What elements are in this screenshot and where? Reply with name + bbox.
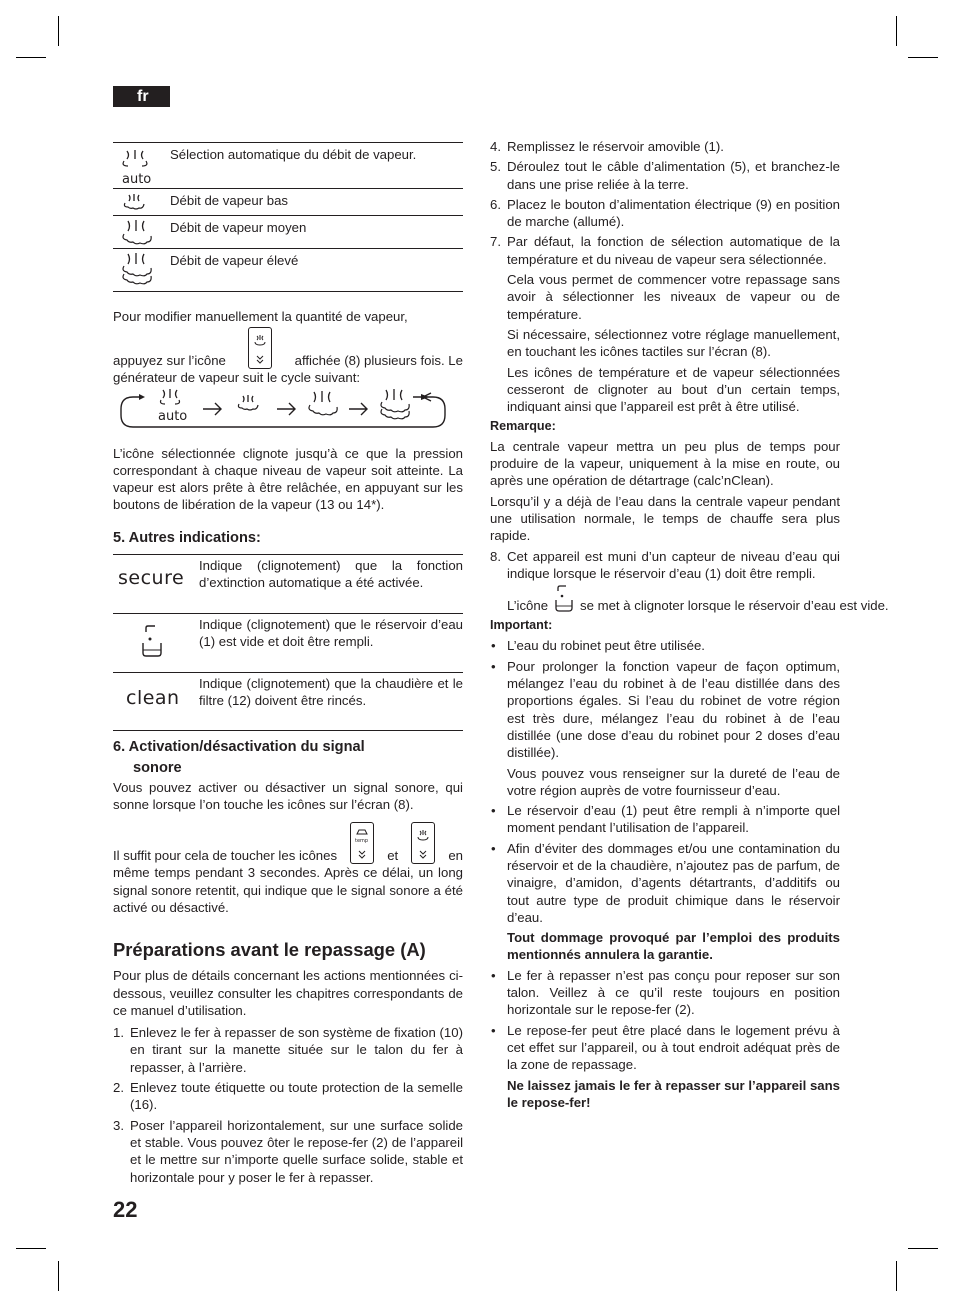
crop-mark — [16, 1248, 46, 1249]
list-item: 5. Déroulez tout le câble d’alimentation (5), et branchez-le dans une prise reliée à la terre. — [490, 159, 840, 192]
blink-paragraph: L’icône sélectionnée clignote jusqu’à ce que la pression correspondant à chaque niveau de vapeur soit atteinte. La vapeur est alors prête à être relâchée, en appuyant sur les boutons de libération de la vapeur (13 ou 14*). — [113, 445, 463, 513]
list-item: 3. Poser l’appareil horizontalement, sur une surface solide et stable. Vous pouvez ôter le repose-fer (2) de l’appareil et le mettre sur n’importe quelle surface solide, stable et horizontale pour y poser le fer à repasser. — [113, 1117, 463, 1185]
steam-table-row — [113, 215, 463, 248]
preparations-title: Préparations avant le repassage (A) — [113, 939, 426, 961]
modify-steam-text-1: appuyez sur l’icône — [113, 353, 226, 368]
list-item: • Le réservoir d’eau (1) peut être rempli à n’importe quel moment pendant l’utilisation de l’appareil. — [491, 803, 840, 836]
steam-medium-text: Débit de vapeur moyen — [170, 220, 307, 235]
svg-text:auto: auto — [122, 172, 152, 187]
steam-cycle-diagram — [113, 389, 463, 437]
steam-table-row — [113, 248, 463, 291]
list-item: • L’eau du robinet peut être utilisée. — [491, 638, 705, 654]
section-6-paragraph-2: même temps pendant 3 secondes. Après ce délai, un long signal sonore retentit, qui indique que le signal sonore a été activé ou désactivé. — [113, 865, 463, 915]
indication-row — [113, 554, 463, 613]
indication-text: Indique (clignotement) que la chaudière et le filtre (12) doivent être rincés. — [199, 675, 463, 709]
crop-mark — [908, 1248, 938, 1249]
modify-steam-text-3: générateur de vapeur suit le cycle suivant: — [113, 370, 361, 386]
modify-steam-text-2: affichée (8) plusieurs fois. Le — [294, 353, 463, 368]
important-list — [490, 637, 840, 1111]
svg-text:temp: temp — [355, 838, 369, 845]
step-7-extra: Les icônes de température et de vapeur sélectionnées cesseront de clignoter au bout d’un certain temps, indiquant ainsi que l’appareil est prêt à être utilisé. — [507, 364, 840, 415]
list-item: • Le fer à repasser n’est pas conçu pour reposer sur son talon. Veillez à ce qu’il reste toujours en position horizontale sur le repose-fer (2). — [491, 967, 840, 1018]
list-item: 8. Cet appareil est muni d’un capteur de niveau d’eau qui indique lorsque le réservoir d’eau (1) doit être rempli. — [490, 548, 840, 581]
indication-row — [113, 613, 463, 672]
steam-high-text: Débit de vapeur élevé — [170, 253, 299, 268]
steam-low-text: Débit de vapeur bas — [170, 193, 289, 208]
list-item: 2. Enlevez toute étiquette ou toute protection de la semelle (16). — [113, 1080, 463, 1113]
preparations-steps — [113, 1024, 463, 1186]
preparations-paragraph: Pour plus de détails concernant les actions mentionnées ci-dessous, veuillez consulter les chapitres correspondants de ce manuel d’utilisation. — [113, 968, 463, 1018]
list-item: • Pour prolonger la fonction vapeur de façon optimum, mélangez l’eau du robinet à de l’eau distillée dans des proportions égales. Si l’eau du robinet de votre région est très dure, mélangez l’eau du robinet à de l’eau distillée (une dose d’eau du robinet pour 2 doses d’eau distillée). Vous pouvez vous renseigner sur la dureté de l’eau de votre région auprès de votre fournisseur d’eau. — [491, 658, 840, 798]
section-6-paragraph: Vous pouvez activer ou désactiver un signal sonore, qui sonne lorsque l’on touche les icônes sur l’écran (8). — [113, 779, 463, 813]
remark-paragraph: La centrale vapeur mettra un peu plus de temps pour produire de la vapeur, uniquement à la mise en route, ou après une opération de détartrage (calc’nClean). — [490, 438, 840, 489]
language-tag: fr — [113, 86, 170, 107]
right-column — [490, 138, 889, 1111]
section-6-text-en: en — [448, 848, 463, 864]
indication-row — [113, 672, 463, 730]
steam-medium-icon — [121, 220, 155, 250]
list-item: 6. Placez le bouton d’alimentation électrique (9) en position de marche (allumé). — [490, 196, 840, 230]
step-8-icon-line: L’icône se met à clignoter lorsque le réservoir d’eau est vide. — [490, 584, 840, 614]
step-7-extra: Cela vous permet de commencer votre repassage sans avoir à sélectionner les niveaux de vapeur ou de température. — [507, 272, 840, 322]
step-7-extra: Si nécessaire, sélectionnez votre réglage manuellement, en touchant les icônes tactiles sur l’écran (8). — [507, 326, 840, 360]
clean-icon: clean — [126, 686, 180, 709]
indications-table — [113, 554, 463, 731]
crop-mark — [58, 16, 59, 46]
steam-touch-icon — [411, 822, 435, 864]
temp-touch-icon — [350, 822, 374, 864]
water-tank-icon — [141, 623, 163, 663]
important-title: Important: — [490, 618, 553, 633]
section-5-title: 5. Autres indications: — [113, 529, 261, 546]
steam-table-row — [113, 188, 463, 215]
steam-table — [113, 142, 463, 292]
remark-paragraph: Lorsqu’il y a déjà de l’eau dans la centrale vapeur pendant une utilisation normale, le temps de chauffe sera plus rapide. — [490, 493, 840, 544]
left-column — [113, 142, 463, 1186]
steam-table-row — [113, 142, 463, 188]
steam-low-icon — [121, 193, 151, 217]
crop-mark — [908, 57, 938, 58]
cycle-auto-label: auto — [158, 408, 188, 424]
indication-text: Indique (clignotement) que la fonction d’extinction automatique a été activée. — [199, 557, 463, 591]
list-item: 7. Par défaut, la fonction de sélection automatique de la température et du niveau de vapeur sera sélectionnée. — [490, 234, 840, 267]
list-item: 4. Remplissez le réservoir amovible (1). — [490, 139, 724, 154]
steam-auto-text: Sélection automatique du débit de vapeur. — [170, 147, 417, 162]
indication-text: Indique (clignotement) que le réservoir d’eau (1) est vide et doit être rempli. — [199, 616, 463, 650]
section-6-text-et: et — [387, 848, 399, 864]
page-number: 22 — [113, 1197, 138, 1222]
water-tank-icon — [554, 584, 574, 614]
modify-steam-paragraph: Pour modifier manuellement la quantité de vapeur, — [113, 309, 408, 324]
crop-mark — [58, 1261, 59, 1291]
section-6-text-1: Il suffit pour cela de toucher les icônes — [113, 848, 338, 864]
crop-mark — [896, 1261, 897, 1291]
list-item: • Afin d’éviter des dommages et/ou une contamination du réservoir et de la chaudière, n’ajoutez pas de parfum, de vinaigre, d’amidon, d’agents détartrants, d’additifs ou tout autre type de produit chimique dans le réservoir d’eau. Tout dommage provoqué par l’emploi des produits mentionnés annulera la garantie. — [491, 840, 840, 963]
remark-title: Remarque: — [490, 419, 556, 434]
steam-high-icon — [121, 253, 155, 289]
steam-auto-icon — [121, 147, 161, 191]
crop-mark — [16, 57, 46, 58]
crop-mark — [896, 16, 897, 46]
list-item: • Le repose-fer peut être placé dans le logement prévu à cet effet sur l’appareil, ou à tout endroit adéquat près de la zone de repassage. Ne laissez jamais le fer à repasser sur l’appareil sans le repose-fer! — [491, 1022, 840, 1110]
secure-icon: secure — [118, 566, 185, 589]
section-6-title: 6. Activation/désactivation du signal sonore — [113, 738, 365, 776]
list-item: 1. Enlevez le fer à repasser de son système de fixation (10) en tirant sur la manette située sur le talon du fer à repasser, à l’arrière. — [113, 1025, 463, 1075]
steam-touch-icon — [248, 327, 272, 369]
